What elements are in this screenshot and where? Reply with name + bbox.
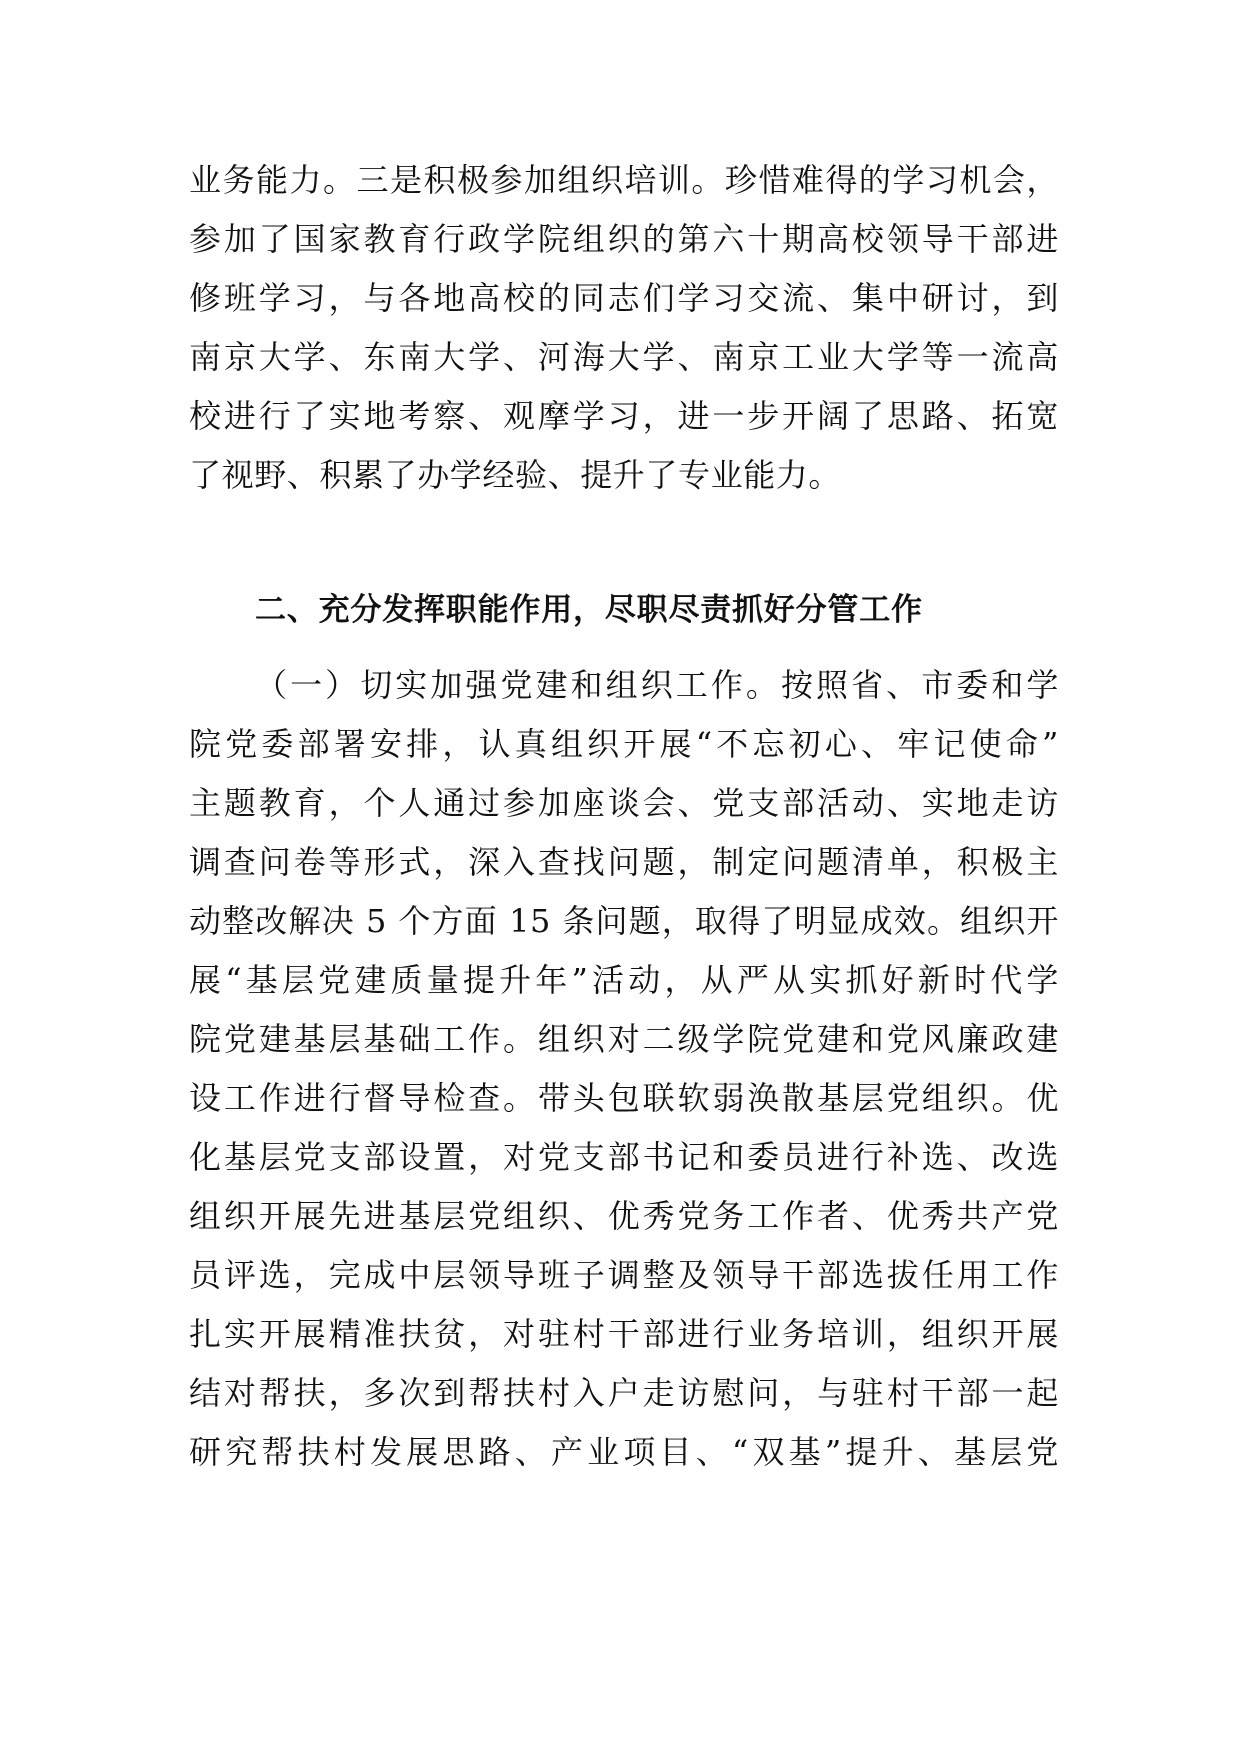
text-line: （一）切实加强党建和组织工作。按照省、市委和学 [255, 666, 1059, 704]
text-line: 主题教育，个人通过参加座谈会、党支部活动、实地走访 [189, 784, 1059, 822]
text-line: 扎实开展精准扶贫，对驻村干部进行业务培训，组织开展 [189, 1315, 1059, 1353]
text-line: 修班学习，与各地高校的同志们学习交流、集中研讨，到 [189, 279, 1059, 317]
text-line: 结对帮扶，多次到帮扶村入户走访慰问，与驻村干部一起 [189, 1374, 1059, 1412]
section-heading: 二、充分发挥职能作用，尽职尽责抓好分管工作 [255, 592, 923, 628]
text-line: 业务能力。三是积极参加组织培训。珍惜难得的学习机会， [189, 161, 1059, 199]
text-line: 展“基层党建质量提升年”活动，从严从实抓好新时代学 [189, 961, 1059, 999]
text-line: 员评选，完成中层领导班子调整及领导干部选拔任用工作 [189, 1256, 1059, 1294]
text-line: 院党建基层基础工作。组织对二级学院党建和党风廉政建 [189, 1020, 1059, 1058]
text-line: 院党委部署安排，认真组织开展“不忘初心、牢记使命” [189, 725, 1059, 763]
text-line: 化基层党支部设置，对党支部书记和委员进行补选、改选 [189, 1138, 1059, 1176]
text-line: 校进行了实地考察、观摩学习，进一步开阔了思路、拓宽 [189, 397, 1059, 435]
text-line: 调查问卷等形式，深入查找问题，制定问题清单，积极主 [189, 843, 1059, 881]
text-line: 设工作进行督导检查。带头包联软弱涣散基层党组织。优 [189, 1079, 1059, 1117]
text-line: 动整改解决 5 个方面 15 条问题，取得了明显成效。组织开 [189, 902, 1059, 940]
text-line: 南京大学、东南大学、河海大学、南京工业大学等一流高 [189, 338, 1059, 376]
text-line: 参加了国家教育行政学院组织的第六十期高校领导干部进 [189, 220, 1059, 258]
text-line: 研究帮扶村发展思路、产业项目、“双基”提升、基层党 [189, 1433, 1059, 1471]
text-line: 了视野、积累了办学经验、提升了专业能力。 [189, 456, 842, 494]
text-line: 组织开展先进基层党组织、优秀党务工作者、优秀共产党 [189, 1197, 1059, 1235]
